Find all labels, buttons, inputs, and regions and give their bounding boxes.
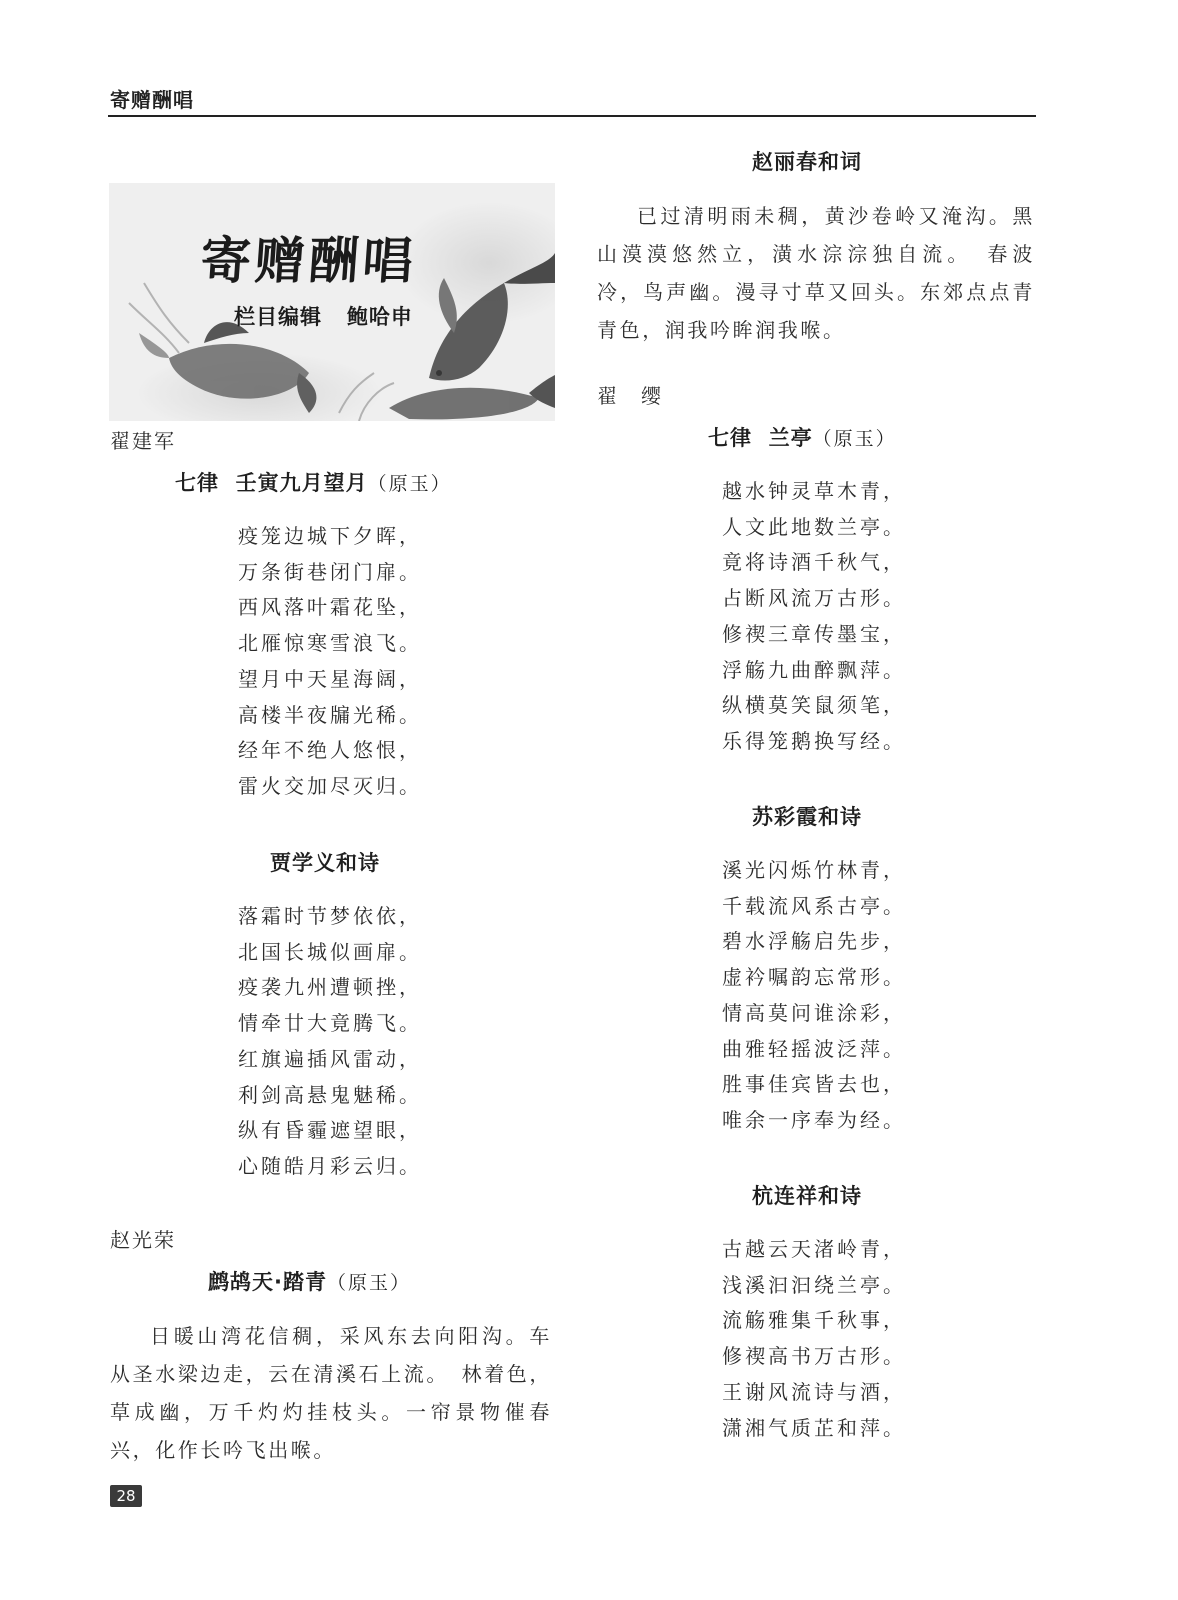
poem-line: 纵有昏霾遮望眼， xyxy=(238,1118,422,1143)
poem-line: 占断风流万古形。 xyxy=(722,586,906,611)
poem-line: 王谢风流诗与酒， xyxy=(722,1379,906,1404)
reply-heading: 贾学义和诗 xyxy=(270,851,380,875)
poem-line: 疫袭九州遭顿挫， xyxy=(238,975,422,1000)
poem-line: 碧水浮觞启先步， xyxy=(722,929,906,954)
ci-poem-text: 日暖山湾花信稠，采风东去向阳沟。车从圣水梁边走，云在清溪石上流。 林着色，草成幽，万千灼灼挂枝头。一帘景物催春兴，化作长吟飞出喉。 xyxy=(110,1324,552,1462)
poem-line: 心随皓月彩云归。 xyxy=(238,1153,422,1178)
author-name: 翟建军 xyxy=(110,429,176,453)
reply-heading: 杭连祥和诗 xyxy=(752,1184,862,1208)
author-name: 翟 缨 xyxy=(597,384,663,408)
poem-note: （原玉） xyxy=(812,428,897,450)
poem-name: 鹧鸪天·踏青 xyxy=(208,1270,327,1294)
poem-title xyxy=(208,1266,411,1296)
poem-line: 流觞雅集千秋事， xyxy=(722,1308,906,1333)
poem-line: 潇湘气质芷和萍。 xyxy=(722,1415,906,1440)
poem-line: 西风落叶霜花坠， xyxy=(238,595,422,620)
poem-form: 七律 xyxy=(175,471,219,495)
poem-name: 兰亭 xyxy=(768,426,813,450)
poem-line: 人文此地数兰亭。 xyxy=(722,514,906,539)
poem-line: 落霜时节梦依依， xyxy=(238,904,422,928)
banner-editor xyxy=(234,301,413,331)
reply-heading: 赵丽春和词 xyxy=(752,150,862,174)
poem-title xyxy=(175,467,452,497)
poem-line: 利剑高悬鬼魅稀。 xyxy=(238,1082,422,1107)
editor-label: 栏目编辑 xyxy=(234,305,322,329)
banner-title: 寄赠酬唱 xyxy=(198,232,419,290)
poem-line: 唯余一序奉为经。 xyxy=(722,1107,906,1132)
poem-form: 七律 xyxy=(708,426,752,450)
poem-line: 疫笼边城下夕晖， xyxy=(238,524,422,548)
poem-line: 红旗遍插风雷动， xyxy=(238,1046,422,1071)
ci-reply-text: 已过清明雨未稠，黄沙卷岭又淹沟。黑山漠漠悠然立，潢水淙淙独自流。 春波冷，鸟声幽。漫寻寸草又回头。东郊点点青青色，润我吟眸润我喉。 xyxy=(597,204,1035,342)
poem-note: （原玉） xyxy=(326,1272,411,1294)
section-header-title: 寄赠酬唱 xyxy=(110,88,194,112)
reply-poem-lines xyxy=(722,1232,906,1446)
reply-heading: 苏彩霞和诗 xyxy=(752,805,862,829)
reply-poem-lines xyxy=(238,899,422,1185)
poem-title xyxy=(708,422,897,452)
poem-line: 北国长城似画扉。 xyxy=(238,939,422,964)
poem-line: 溪光闪烁竹林青， xyxy=(722,858,906,882)
poem-line: 曲雅轻摇波泛萍。 xyxy=(722,1036,906,1061)
poem-line: 雷火交加尽灭归。 xyxy=(238,773,422,798)
poem-note: （原玉） xyxy=(367,473,452,495)
poem-line: 竟将诗酒千秋气， xyxy=(722,550,906,575)
poem-line: 修禊高书万古形。 xyxy=(722,1344,906,1369)
poem-line: 情高莫问谁涂彩， xyxy=(722,1000,906,1025)
reply-poem-lines xyxy=(722,853,906,1139)
poem-line: 浅溪汩汩绕兰亭。 xyxy=(722,1272,906,1297)
poem-line: 浮觞九曲醉飘萍。 xyxy=(722,657,906,682)
poem-line: 经年不绝人悠恨， xyxy=(238,738,422,763)
poem-line: 纵横莫笑鼠须笔， xyxy=(722,693,906,718)
poem-line: 虚衿嘱韵忘常形。 xyxy=(722,965,906,990)
poem-line: 情牵廿大竟腾飞。 xyxy=(238,1011,422,1036)
poem-line: 高楼半夜牖光稀。 xyxy=(238,702,422,727)
poem-line: 胜事佳宾皆去也， xyxy=(722,1072,906,1097)
poem-name: 壬寅九月望月 xyxy=(235,471,368,495)
author-name: 赵光荣 xyxy=(110,1228,176,1252)
poem-line: 修禊三章传墨宝， xyxy=(722,621,906,646)
column-banner xyxy=(109,183,555,421)
poem-line: 乐得笼鹅换写经。 xyxy=(722,728,906,753)
poem-lines xyxy=(722,474,906,760)
editor-name: 鲍哈申 xyxy=(346,305,413,329)
header-divider xyxy=(108,115,1036,117)
poem-line: 古越云天渚岭青， xyxy=(722,1237,906,1261)
page-number: 28 xyxy=(110,1485,142,1507)
poem-line: 千载流风系古亭。 xyxy=(722,893,906,918)
poem-line: 万条街巷闭门扉。 xyxy=(238,559,422,584)
poem-line: 北雁惊寒雪浪飞。 xyxy=(238,631,422,656)
poem-lines xyxy=(238,519,422,805)
poem-line: 越水钟灵草木青， xyxy=(722,479,906,503)
poem-line: 望月中天星海阔， xyxy=(238,666,422,691)
